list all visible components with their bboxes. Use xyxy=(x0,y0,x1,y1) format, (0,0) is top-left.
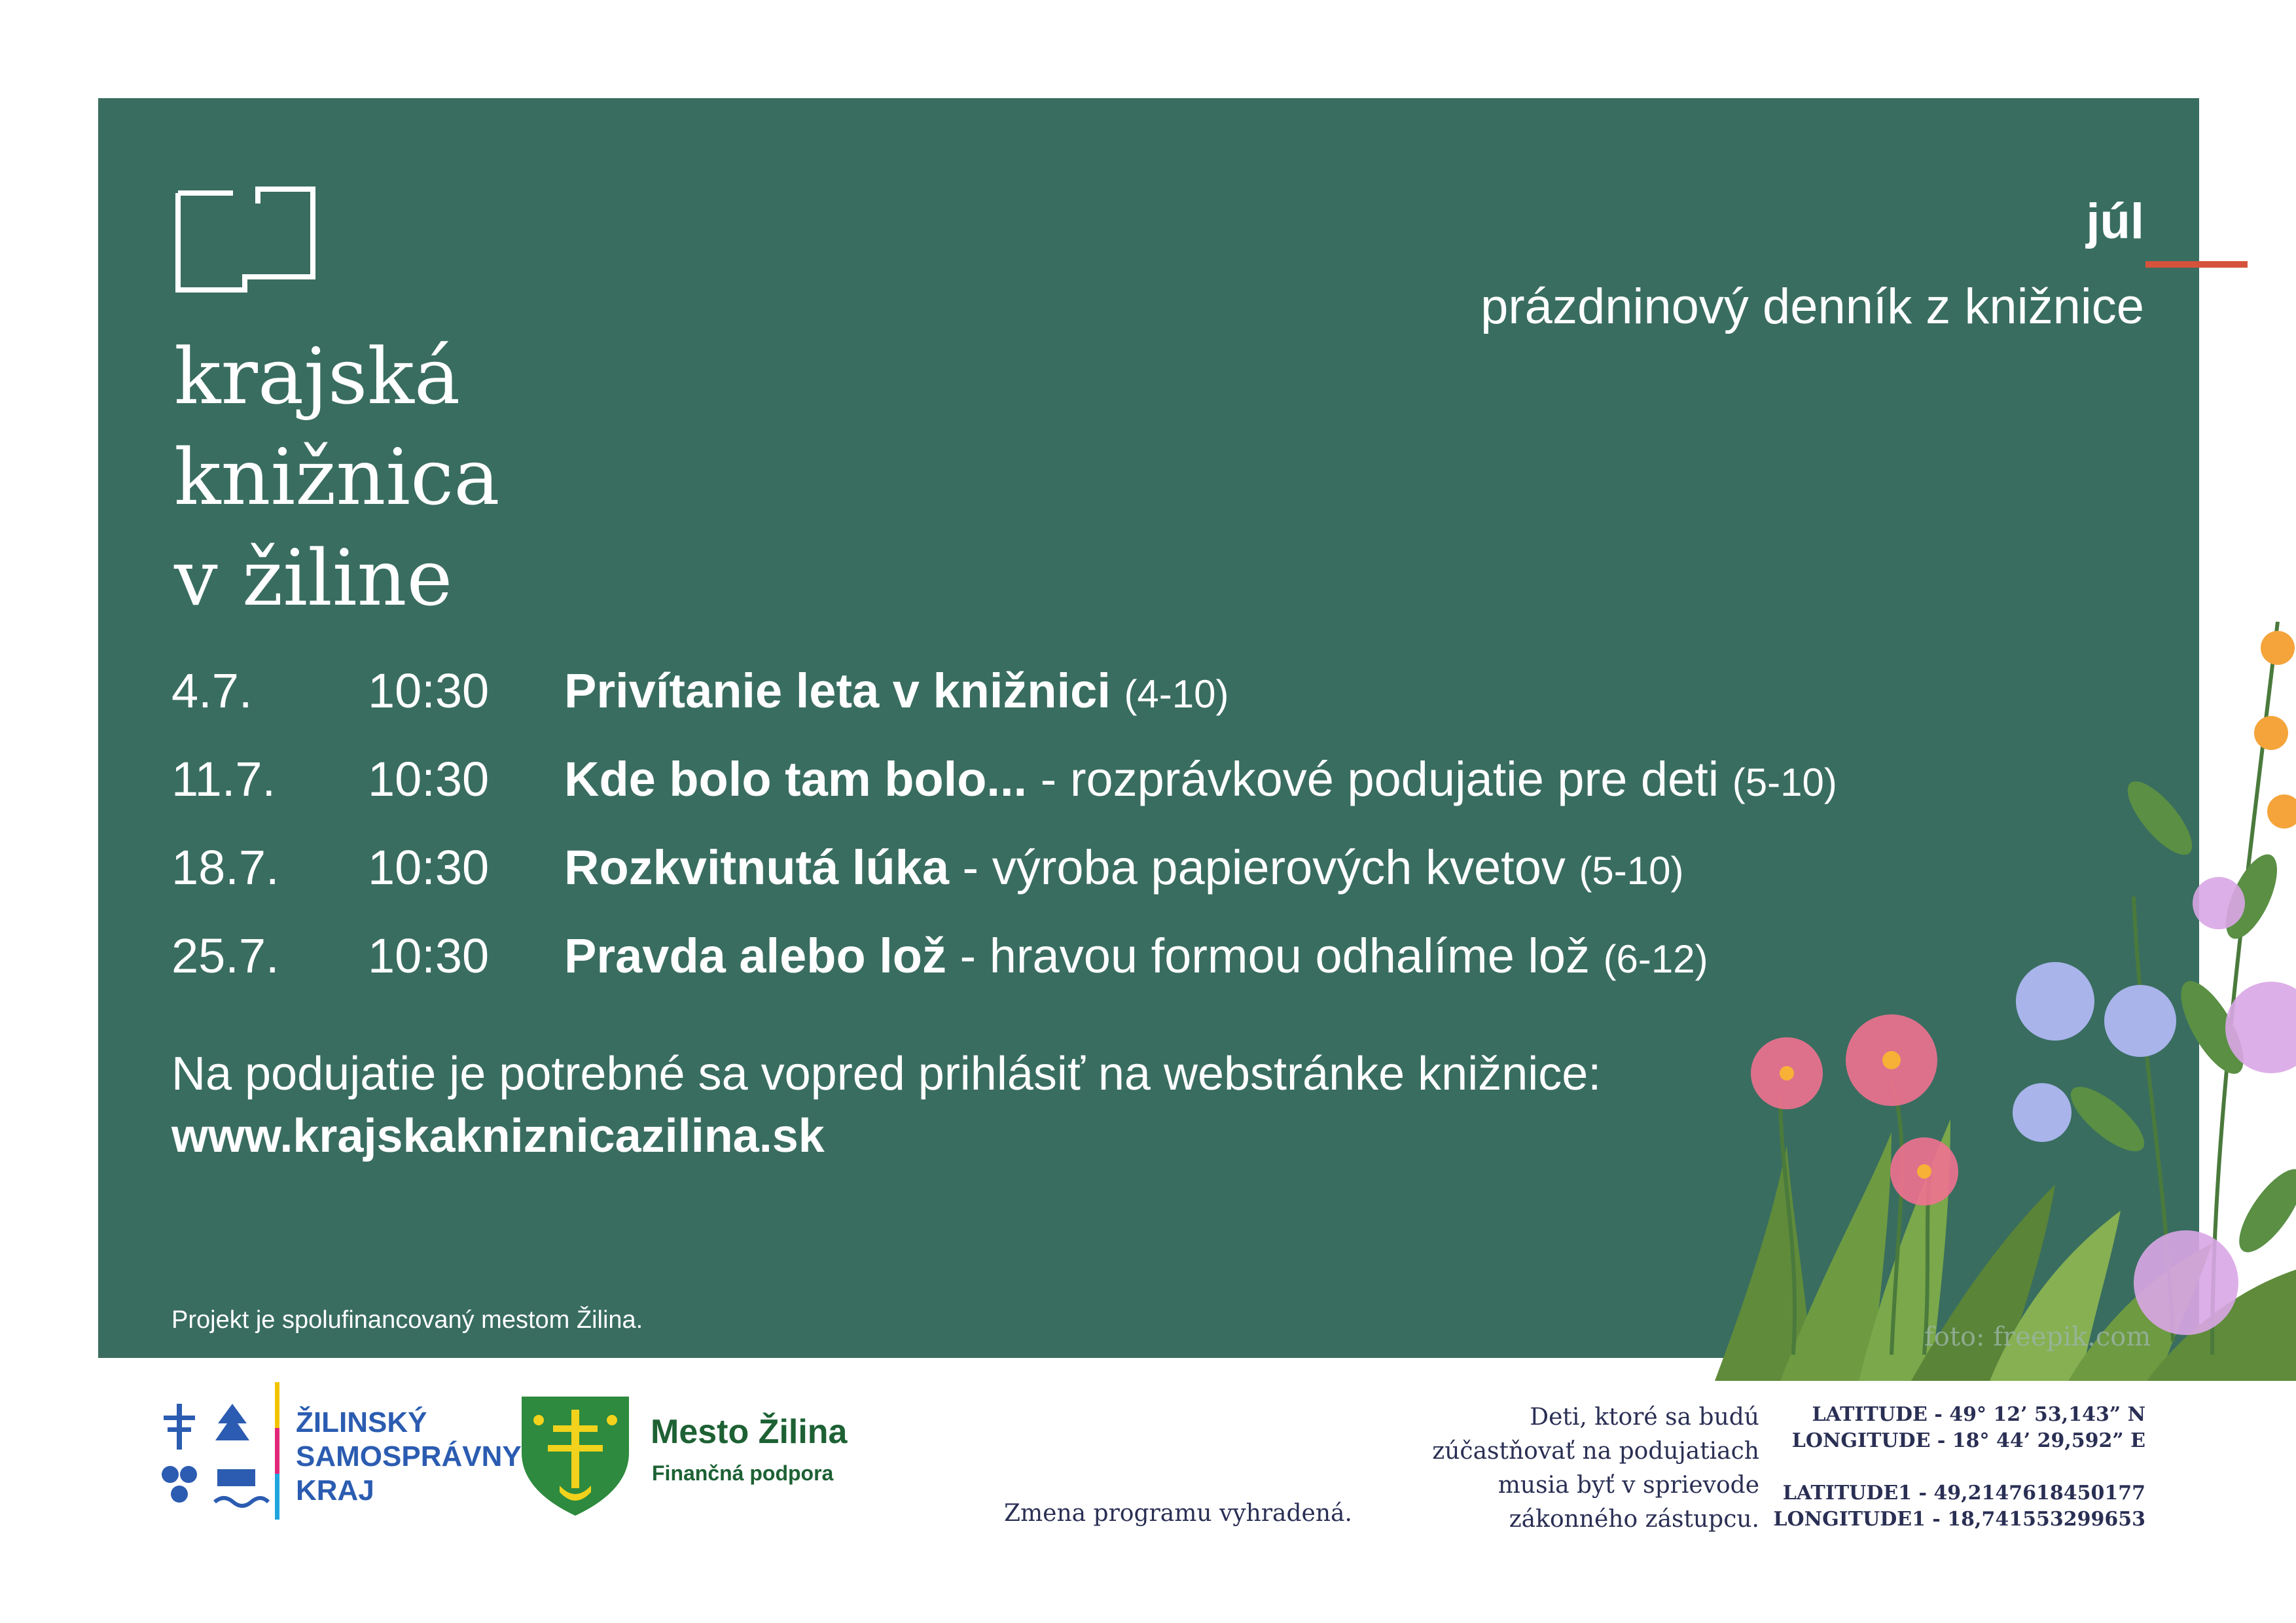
event-description xyxy=(564,658,1229,727)
event-age: (4-10) xyxy=(1124,672,1229,716)
month-underline xyxy=(2145,261,2248,268)
note-line: zúčastňovať na podujatiach xyxy=(1432,1438,1759,1465)
event-description xyxy=(564,835,1684,904)
event-date: 11.7. xyxy=(171,752,276,806)
zsk-color-bar xyxy=(275,1382,279,1520)
event-detail: - rozprávkové podujatie pre deti xyxy=(1027,752,1719,806)
event-age: (5-10) xyxy=(1579,849,1684,893)
event-title: Kde bolo tam bolo... xyxy=(564,752,1028,806)
event-time: 10:30 xyxy=(368,664,490,718)
coordinate-line: LATITUDE - 49° 12’ 53,143” N xyxy=(1812,1403,2145,1426)
month-label: júl xyxy=(2086,194,2144,249)
children-supervision-note xyxy=(1432,1400,1759,1537)
coordinate-line: LATITUDE1 - 49,2147618450177 xyxy=(1782,1482,2145,1505)
zsk-emblem-icon xyxy=(157,1397,272,1522)
note-line: musia byť v sprievode xyxy=(1498,1472,1759,1499)
subtitle: prázdninový denník z knižnice xyxy=(1480,279,2144,334)
event-time: 10:30 xyxy=(368,929,490,983)
coordinate-line: LONGITUDE - 18° 44’ 29,592” E xyxy=(1791,1429,2145,1452)
note-line: zákonného zástupcu. xyxy=(1509,1506,1759,1533)
event-time: 10:30 xyxy=(368,752,490,806)
event-age: (6-12) xyxy=(1603,937,1708,981)
event-title: Pravda alebo lož xyxy=(564,929,946,983)
zsk-line: ŽILINSKÝ xyxy=(296,1406,427,1438)
library-website-link[interactable]: www.krajskakniznicazilina.sk xyxy=(171,1110,825,1162)
brand-line: krajská xyxy=(174,331,461,421)
location-coordinates xyxy=(1773,1402,2145,1533)
registration-note: Na podujatie je potrebné sa vopred prihlásiť na webstránke knižnice: xyxy=(171,1048,1602,1100)
event-detail: - výroba papierových kvetov xyxy=(949,840,1566,895)
note-line: Deti, ktoré sa budú xyxy=(1530,1404,1759,1431)
event-detail: - hravou formou odhalíme lož xyxy=(946,929,1590,983)
zsk-logo-text xyxy=(296,1406,522,1508)
event-age: (5-10) xyxy=(1732,760,1837,804)
event-title: Privítanie leta v knižnici xyxy=(564,664,1111,718)
event-title: Rozkvitnutá lúka xyxy=(564,840,949,895)
funding-note: Projekt je spolufinancovaný mestom Žilina. xyxy=(171,1306,643,1334)
zsk-line: KRAJ xyxy=(296,1474,374,1507)
library-logo-icon xyxy=(175,187,315,293)
program-changes-note: Zmena programu vyhradená. xyxy=(1004,1500,1352,1527)
coordinate-spacer xyxy=(1773,1454,2145,1480)
event-time: 10:30 xyxy=(368,840,490,895)
zilina-crest-icon xyxy=(519,1394,632,1517)
event-date: 18.7. xyxy=(171,840,279,895)
brand-line: v žiline xyxy=(174,533,453,623)
zsk-line: SAMOSPRÁVNY xyxy=(296,1440,522,1472)
city-support-label: Finančná podpora xyxy=(652,1461,834,1485)
event-description xyxy=(564,923,1708,992)
event-date: 4.7. xyxy=(171,664,253,718)
city-name: Mesto Žilina xyxy=(651,1413,848,1451)
photo-credit: foto: freepik.com xyxy=(1924,1322,2151,1352)
event-description xyxy=(564,747,1837,815)
coordinate-line: LONGITUDE1 - 18,741553299653 xyxy=(1773,1508,2145,1531)
library-brand-name xyxy=(174,326,500,628)
brand-line: knižnica xyxy=(174,432,500,522)
flowers-illustration xyxy=(1715,622,2296,1381)
event-date: 25.7. xyxy=(171,929,279,983)
